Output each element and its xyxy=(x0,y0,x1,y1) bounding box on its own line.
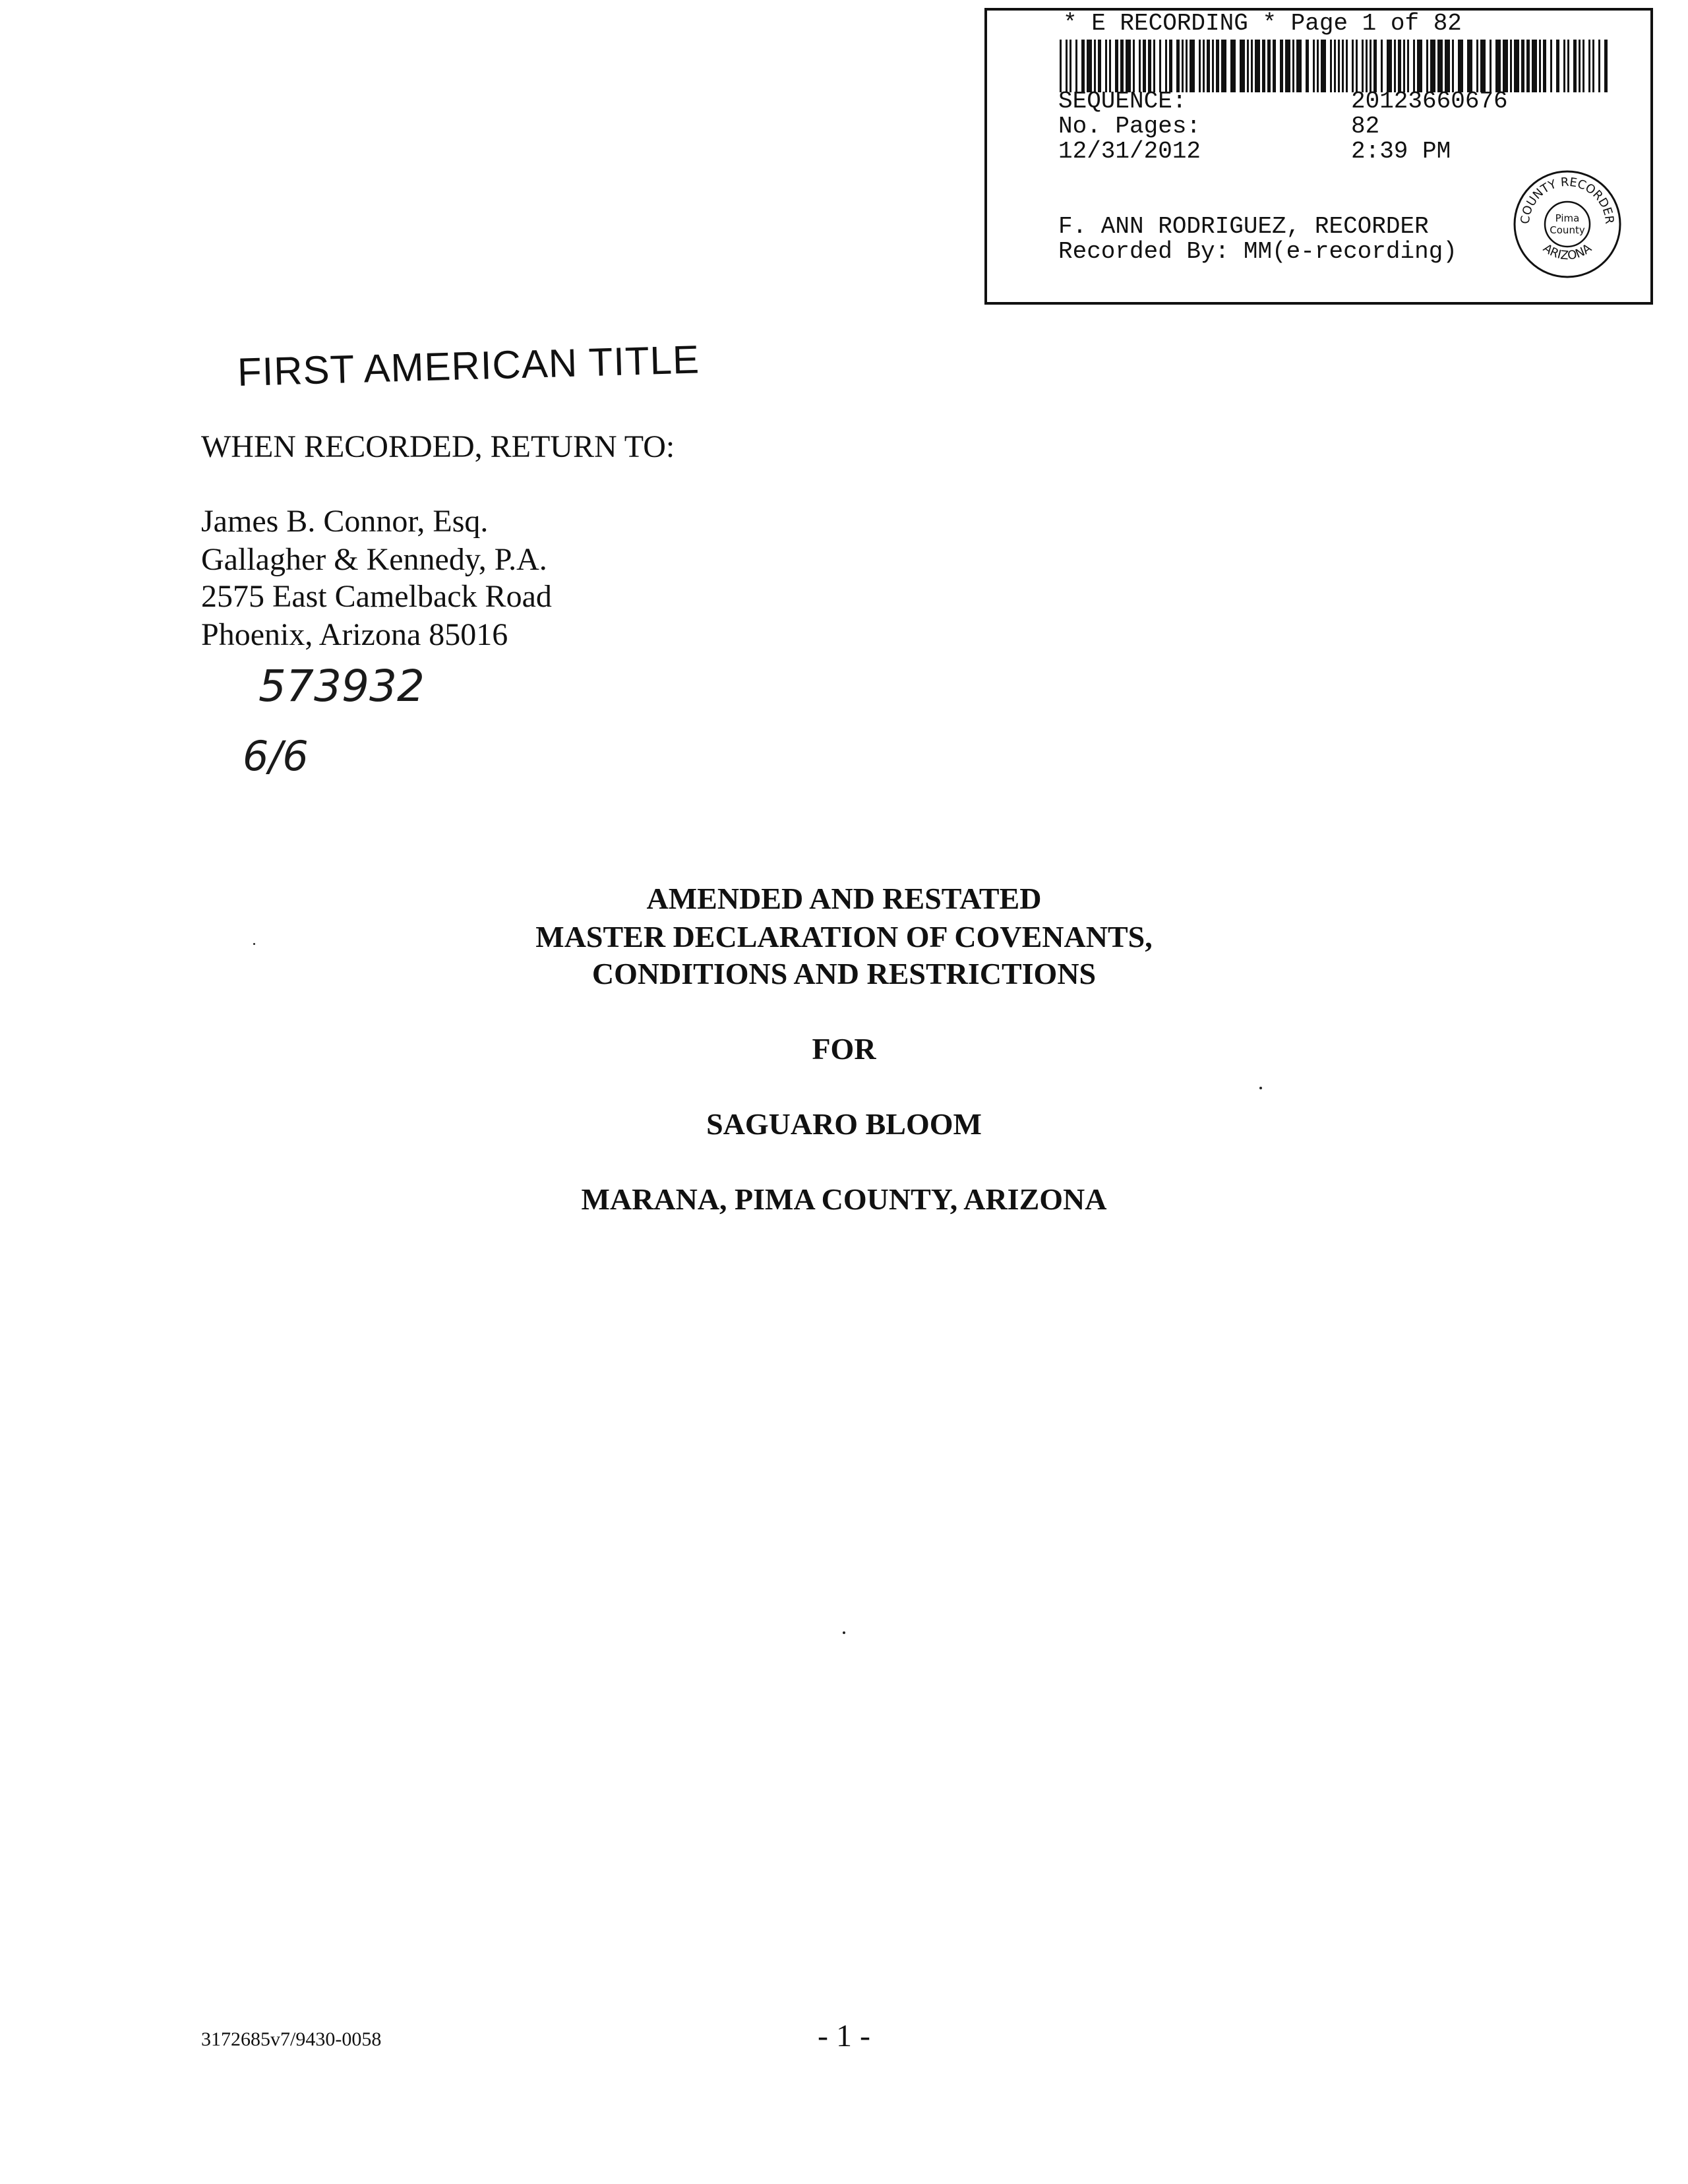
barcode-bar xyxy=(1567,40,1569,92)
barcode-bar xyxy=(1313,40,1315,92)
barcode-bar xyxy=(1452,40,1454,92)
barcode-bar xyxy=(1543,40,1546,92)
barcode-bar xyxy=(1521,40,1524,92)
barcode-bar xyxy=(1330,40,1332,92)
barcode-bar xyxy=(1556,40,1559,92)
barcode-bar xyxy=(1081,40,1085,92)
recording-stamp xyxy=(984,8,1653,305)
barcode-bar xyxy=(1342,40,1344,92)
barcode-bar xyxy=(1430,40,1435,92)
svg-text:ARIZONA xyxy=(1540,241,1594,263)
project-name: SAGUARO BLOOM xyxy=(706,1107,982,1141)
handwritten-initials: 6/6 xyxy=(243,732,309,780)
barcode-bar xyxy=(1212,40,1214,92)
recording-date: 12/31/2012 xyxy=(1058,138,1201,165)
county-recorder-seal xyxy=(1512,169,1623,280)
document-id: 3172685v7/9430-0058 xyxy=(201,2028,382,2050)
barcode-bar xyxy=(1598,40,1600,92)
title-line-2: MASTER DECLARATION OF COVENANTS, xyxy=(535,920,1153,954)
barcode-bar xyxy=(1087,40,1092,92)
barcode-bar xyxy=(1413,40,1415,92)
seal-top-text: COUNTY RECORDER xyxy=(1518,175,1617,225)
address-line-1: James B. Connor, Esq. xyxy=(201,504,489,539)
barcode xyxy=(1060,40,1610,92)
barcode-bar xyxy=(1115,40,1118,92)
barcode-bar xyxy=(1338,40,1340,92)
barcode-bar xyxy=(1143,40,1146,92)
handwritten-number: 573932 xyxy=(258,661,425,712)
barcode-bar xyxy=(1109,40,1111,92)
barcode-bar xyxy=(1060,40,1062,92)
recorder-name: F. ANN RODRIGUEZ, RECORDER xyxy=(1058,213,1429,240)
barcode-bar xyxy=(1240,40,1245,92)
barcode-bar xyxy=(1133,40,1135,92)
barcode-bar xyxy=(1592,40,1594,92)
seal-bottom-text: ARIZONA xyxy=(1540,241,1594,263)
barcode-bar xyxy=(1203,40,1205,92)
barcode-bar xyxy=(1398,40,1401,92)
scan-speck xyxy=(843,1631,845,1634)
barcode-bar xyxy=(1176,40,1180,92)
barcode-bar xyxy=(1182,40,1184,92)
recorded-by: Recorded By: MM(e-recording) xyxy=(1058,238,1457,265)
barcode-bar xyxy=(1153,40,1155,92)
sequence-label: SEQUENCE: xyxy=(1058,88,1187,115)
barcode-bar xyxy=(1126,40,1131,92)
barcode-bar xyxy=(1445,40,1450,92)
title-line-1: AMENDED AND RESTATED xyxy=(646,882,1042,915)
barcode-bar xyxy=(1539,40,1541,92)
barcode-bar xyxy=(1230,40,1236,92)
recording-time: 2:39 PM xyxy=(1351,138,1451,165)
sequence-value: 20123660676 xyxy=(1351,88,1508,115)
barcode-bar xyxy=(1267,40,1271,92)
barcode-bar xyxy=(1503,40,1508,92)
barcode-bar xyxy=(1139,40,1141,92)
barcode-bar xyxy=(1190,40,1195,92)
barcode-bar xyxy=(1306,40,1309,92)
barcode-bar xyxy=(1075,40,1077,92)
barcode-bar xyxy=(1262,40,1265,92)
barcode-bar xyxy=(1352,40,1354,92)
barcode-bar xyxy=(1588,40,1590,92)
barcode-bar xyxy=(1532,40,1537,92)
barcode-bar xyxy=(1458,40,1463,92)
barcode-bar xyxy=(1495,40,1501,92)
barcode-bar xyxy=(1362,40,1364,92)
barcode-bar xyxy=(1120,40,1124,92)
barcode-bar xyxy=(1417,40,1422,92)
barcode-bar xyxy=(1070,40,1071,92)
barcode-bar xyxy=(1285,40,1290,92)
barcode-bar xyxy=(1426,40,1428,92)
address-line-2: Gallagher & Kennedy, P.A. xyxy=(201,542,547,577)
barcode-bar xyxy=(1159,40,1161,92)
barcode-bar xyxy=(1563,40,1565,92)
barcode-bar xyxy=(1334,40,1336,92)
project-location: MARANA, PIMA COUNTY, ARIZONA xyxy=(581,1182,1107,1216)
barcode-bar xyxy=(1346,40,1348,92)
title-company-name: FIRST AMERICAN TITLE xyxy=(237,337,700,394)
barcode-bar xyxy=(1296,40,1302,92)
seal-center-text-2: County xyxy=(1550,224,1585,236)
seal-center-text-1: Pima xyxy=(1555,212,1580,224)
barcode-bar xyxy=(1165,40,1167,92)
barcode-bar xyxy=(1370,40,1372,92)
barcode-bar xyxy=(1148,40,1151,92)
address-line-3: 2575 East Camelback Road xyxy=(201,579,552,614)
barcode-bar xyxy=(1199,40,1201,92)
recording-header: * E RECORDING * Page 1 of 82 xyxy=(1063,10,1462,37)
return-to-label: WHEN RECORDED, RETURN TO: xyxy=(201,429,675,464)
barcode-bar xyxy=(1105,40,1107,92)
barcode-bar xyxy=(1490,40,1492,92)
barcode-bar xyxy=(1373,40,1377,92)
barcode-bar xyxy=(1550,40,1552,92)
barcode-bar xyxy=(1526,40,1530,92)
barcode-bar xyxy=(1604,40,1608,92)
page-number: - 1 - xyxy=(818,2018,870,2053)
title-for: FOR xyxy=(812,1032,876,1066)
barcode-bar xyxy=(1573,40,1577,92)
barcode-bar xyxy=(1094,40,1096,92)
barcode-bar xyxy=(1098,40,1101,92)
barcode-bar xyxy=(1207,40,1210,92)
barcode-bar xyxy=(1437,40,1443,92)
barcode-bar xyxy=(1251,40,1253,92)
scan-speck xyxy=(253,943,255,945)
barcode-bar xyxy=(1292,40,1294,92)
address-line-4: Phoenix, Arizona 85016 xyxy=(201,617,508,652)
barcode-bar xyxy=(1387,40,1392,92)
barcode-bar xyxy=(1579,40,1581,92)
barcode-bar xyxy=(1366,40,1368,92)
barcode-bar xyxy=(1273,40,1276,92)
barcode-bar xyxy=(1169,40,1172,92)
barcode-bar xyxy=(1321,40,1326,92)
barcode-bar xyxy=(1317,40,1319,92)
barcode-bar xyxy=(1356,40,1358,92)
barcode-bar xyxy=(1403,40,1405,92)
barcode-bar xyxy=(1255,40,1260,92)
scan-speck xyxy=(1259,1087,1262,1089)
barcode-bar xyxy=(1221,40,1226,92)
barcode-bar xyxy=(1216,40,1219,92)
barcode-bar xyxy=(1381,40,1383,92)
barcode-bar xyxy=(1514,40,1519,92)
barcode-bar xyxy=(1247,40,1249,92)
barcode-bar xyxy=(1066,40,1068,92)
barcode-bar xyxy=(1467,40,1472,92)
title-line-3: CONDITIONS AND RESTRICTIONS xyxy=(591,957,1097,990)
barcode-bar xyxy=(1510,40,1512,92)
barcode-bar xyxy=(1582,40,1584,92)
barcode-bar xyxy=(1476,40,1478,92)
barcode-bar xyxy=(1394,40,1396,92)
barcode-bar xyxy=(1280,40,1283,92)
pages-value: 82 xyxy=(1351,113,1380,140)
barcode-bar xyxy=(1407,40,1409,92)
barcode-bar xyxy=(1480,40,1486,92)
barcode-bar xyxy=(1186,40,1188,92)
pages-label: No. Pages: xyxy=(1058,113,1201,140)
